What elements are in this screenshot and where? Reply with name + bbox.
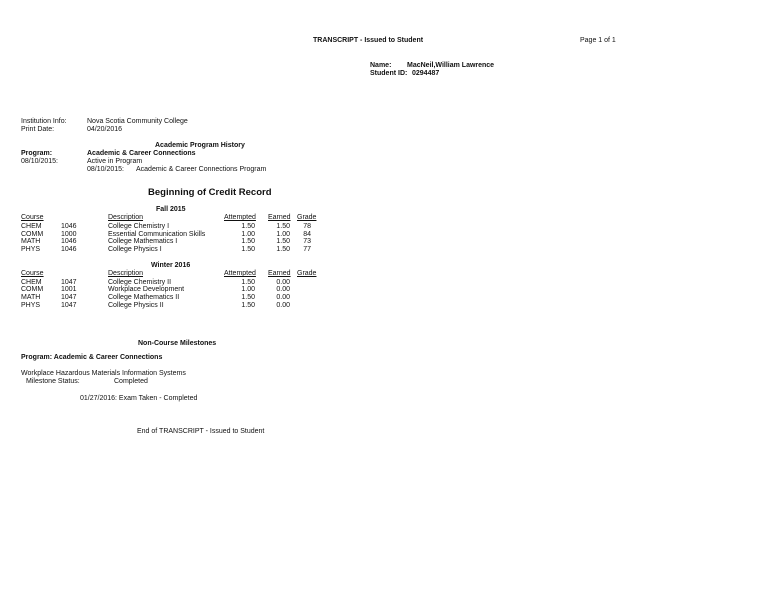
milestone-status-value: Completed (114, 378, 148, 385)
program-value: Academic & Career Connections (87, 150, 196, 157)
row-number: 1047 (61, 294, 77, 301)
row-earned: 0.00 (276, 286, 290, 293)
term-title: Winter 2016 (151, 262, 191, 269)
row-earned: 0.00 (276, 279, 290, 286)
row-attempted: 1.50 (241, 279, 255, 286)
column-earned: Earned (268, 214, 291, 221)
program-label: Program: (21, 150, 53, 157)
row-subject: MATH (21, 238, 41, 245)
row-subject: CHEM (21, 223, 42, 230)
end-of-transcript: End of TRANSCRIPT - Issued to Student (137, 428, 265, 435)
program-status: Active in Program (87, 158, 143, 165)
milestone-status-label: Milestone Status: (26, 378, 80, 385)
column-attempted: Attempted (224, 214, 256, 221)
column-course: Course (21, 270, 44, 277)
page-indicator: Page 1 of 1 (580, 37, 616, 44)
row-number: 1000 (61, 231, 77, 238)
program-history-title: Academic Program History (155, 142, 245, 149)
row-subject: PHYS (21, 246, 41, 253)
row-number: 1047 (61, 279, 77, 286)
row-grade: 84 (303, 231, 311, 238)
program-date: 08/10/2015: (21, 158, 58, 165)
column-attempted: Attempted (224, 270, 256, 277)
column-course: Course (21, 214, 44, 221)
row-earned: 1.50 (276, 238, 290, 245)
row-grade: 78 (303, 223, 311, 230)
student-id-label: Student ID: (370, 70, 408, 77)
row-number: 1046 (61, 246, 77, 253)
column-description: Description (108, 214, 144, 221)
term-title: Fall 2015 (156, 206, 186, 213)
row-description: College Mathematics I (108, 238, 178, 245)
column-grade: Grade (297, 270, 317, 277)
transcript-title: TRANSCRIPT - Issued to Student (313, 37, 424, 44)
credit-record-title: Beginning of Credit Record (148, 187, 272, 198)
row-earned: 1.50 (276, 223, 290, 230)
row-subject: PHYS (21, 302, 41, 309)
row-grade: 73 (303, 238, 311, 245)
program-sub-value: Academic & Career Connections Program (136, 166, 267, 173)
row-attempted: 1.50 (241, 238, 255, 245)
row-subject: COMM (21, 286, 44, 293)
row-attempted: 1.50 (241, 246, 255, 253)
row-number: 1001 (61, 286, 77, 293)
milestone-exam: 01/27/2016: Exam Taken - Completed (80, 395, 198, 402)
milestones-title: Non-Course Milestones (138, 340, 217, 347)
row-subject: MATH (21, 294, 41, 301)
student-name: MacNeil,William Lawrence (407, 62, 495, 69)
row-description: College Physics I (108, 246, 162, 253)
row-attempted: 1.50 (241, 294, 255, 301)
row-description: College Mathematics II (108, 294, 180, 301)
student-id: 0294487 (412, 70, 440, 77)
row-earned: 1.50 (276, 246, 290, 253)
milestone-name: Workplace Hazardous Materials Information Systems (21, 370, 186, 377)
name-label: Name: (370, 62, 392, 69)
row-description: College Chemistry II (108, 279, 172, 286)
row-number: 1046 (61, 223, 77, 230)
row-number: 1046 (61, 238, 77, 245)
row-description: College Chemistry I (108, 223, 170, 230)
column-description: Description (108, 270, 144, 277)
institution-info-label: Institution Info: (21, 118, 67, 125)
row-attempted: 1.00 (241, 231, 255, 238)
row-subject: COMM (21, 231, 44, 238)
row-earned: 0.00 (276, 294, 290, 301)
row-attempted: 1.00 (241, 286, 255, 293)
print-date-label: Print Date: (21, 126, 55, 133)
row-earned: 1.00 (276, 231, 290, 238)
program-sub-date: 08/10/2015: (87, 166, 124, 173)
row-subject: CHEM (21, 279, 42, 286)
row-earned: 0.00 (276, 302, 290, 309)
row-number: 1047 (61, 302, 77, 309)
row-attempted: 1.50 (241, 302, 255, 309)
row-description: Workplace Development (108, 286, 185, 293)
row-attempted: 1.50 (241, 223, 255, 230)
column-grade: Grade (297, 214, 317, 221)
row-description: Essential Communication Skills (108, 231, 206, 238)
institution-info-value: Nova Scotia Community College (87, 118, 188, 125)
print-date-value: 04/20/2016 (87, 126, 123, 133)
milestones-program: Program: Academic & Career Connections (21, 354, 163, 361)
row-description: College Physics II (108, 302, 164, 309)
column-earned: Earned (268, 270, 291, 277)
row-grade: 77 (303, 246, 311, 253)
